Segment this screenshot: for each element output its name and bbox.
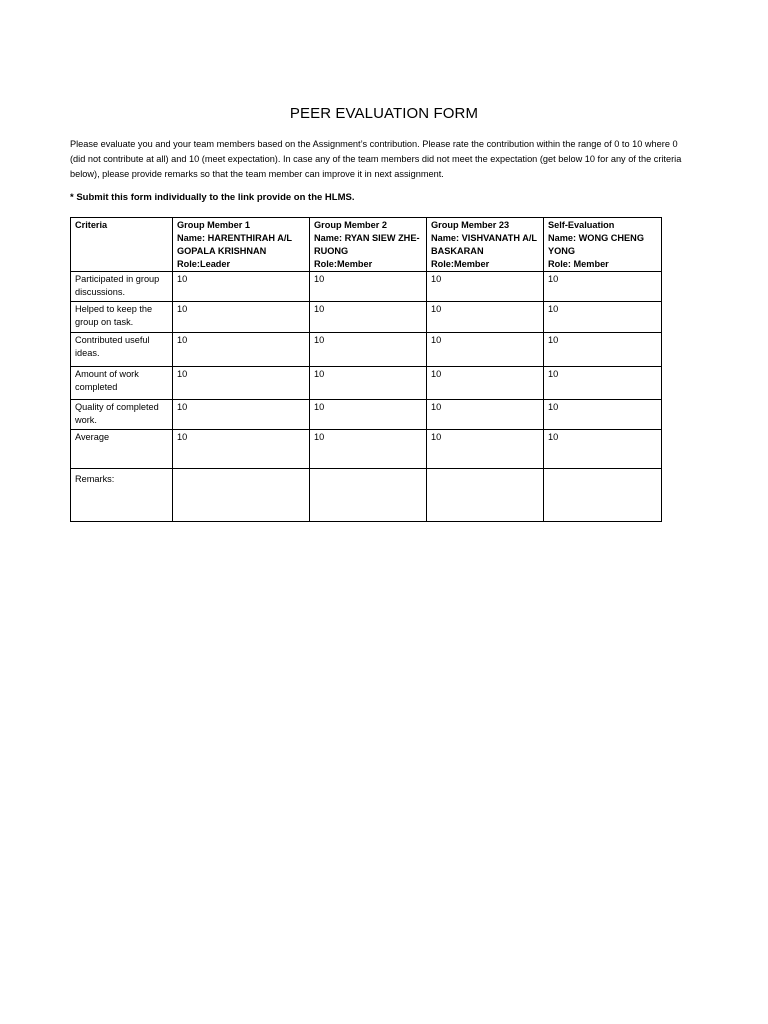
score-cell[interactable]: 10	[173, 272, 310, 302]
self-evaluation-header	[544, 218, 662, 272]
member-role: Role:Leader	[177, 259, 231, 269]
remarks-cell[interactable]	[173, 469, 310, 522]
score-cell[interactable]: 10	[173, 367, 310, 400]
score-cell[interactable]: 10	[427, 302, 544, 333]
average-cell[interactable]: 10	[310, 430, 427, 469]
peer-evaluation-table	[70, 217, 662, 522]
member-heading: Group Member 23	[431, 220, 510, 230]
member-role: Role: Member	[548, 259, 609, 269]
score-cell[interactable]: 10	[310, 400, 427, 430]
score-cell[interactable]: 10	[544, 333, 662, 367]
table-row	[71, 302, 662, 333]
criterion-cell: Participated in group discussions.	[71, 272, 173, 302]
member-heading: Self-Evaluation	[548, 220, 615, 230]
member-1-header	[173, 218, 310, 272]
score-cell[interactable]: 10	[427, 367, 544, 400]
intro-paragraph: Please evaluate you and your team members based on the Assignment’s contribution. Please rate the contribution within the range of 0 to 10 where 0 (did not contribute at all) and 10 (meet expectation). In case any of the team members did not meet the expectation (get below 10 for any of the criteria below), please provide remarks so that the team member can improve it in next assignment.	[70, 139, 682, 179]
member-role: Role:Member	[314, 259, 373, 269]
score-cell[interactable]: 10	[427, 400, 544, 430]
member-2-header	[310, 218, 427, 272]
score-cell[interactable]: 10	[427, 333, 544, 367]
member-heading: Group Member 1	[177, 220, 251, 230]
score-cell[interactable]: 10	[173, 400, 310, 430]
member-name: Name: RYAN SIEW ZHE-RUONG	[314, 233, 420, 256]
score-cell[interactable]: 10	[310, 333, 427, 367]
member-name: Name: HARENTHIRAH A/L GOPALA KRISHNAN	[177, 233, 292, 256]
remarks-cell[interactable]	[427, 469, 544, 522]
score-cell[interactable]: 10	[310, 302, 427, 333]
page-title: PEER EVALUATION FORM	[289, 105, 479, 122]
score-cell[interactable]: 10	[173, 302, 310, 333]
criterion-cell: Helped to keep the group on task.	[71, 302, 173, 333]
remarks-cell[interactable]	[310, 469, 427, 522]
member-role: Role:Member	[431, 259, 490, 269]
table-row	[71, 400, 662, 430]
member-name: Name: VISHVANATH A/L BASKARAN	[431, 233, 537, 256]
score-cell[interactable]: 10	[427, 272, 544, 302]
member-heading: Group Member 2	[314, 220, 388, 230]
score-cell[interactable]: 10	[544, 272, 662, 302]
remarks-label: Remarks:	[71, 469, 173, 522]
remarks-cell[interactable]	[544, 469, 662, 522]
member-name: Name: WONG CHENG YONG	[548, 233, 644, 256]
score-cell[interactable]: 10	[544, 400, 662, 430]
score-cell[interactable]: 10	[544, 367, 662, 400]
criterion-cell: Contributed useful ideas.	[71, 333, 173, 367]
table-row	[71, 333, 662, 367]
score-cell[interactable]: 10	[310, 367, 427, 400]
score-cell[interactable]: 10	[544, 302, 662, 333]
submission-instruction: * Submit this form individually to the link provide on the HLMS.	[70, 192, 355, 203]
remarks-row	[71, 469, 662, 522]
criterion-cell: Quality of completed work.	[71, 400, 173, 430]
criterion-cell: Amount of work completed	[71, 367, 173, 400]
score-cell[interactable]: 10	[173, 333, 310, 367]
score-cell[interactable]: 10	[310, 272, 427, 302]
member-3-header	[427, 218, 544, 272]
table-row	[71, 367, 662, 400]
average-cell[interactable]: 10	[173, 430, 310, 469]
average-cell[interactable]: 10	[427, 430, 544, 469]
average-row	[71, 430, 662, 469]
average-label: Average	[71, 430, 173, 469]
table-header-row	[71, 218, 662, 272]
table-row	[71, 272, 662, 302]
average-cell[interactable]: 10	[544, 430, 662, 469]
criteria-header: Criteria	[71, 218, 173, 272]
